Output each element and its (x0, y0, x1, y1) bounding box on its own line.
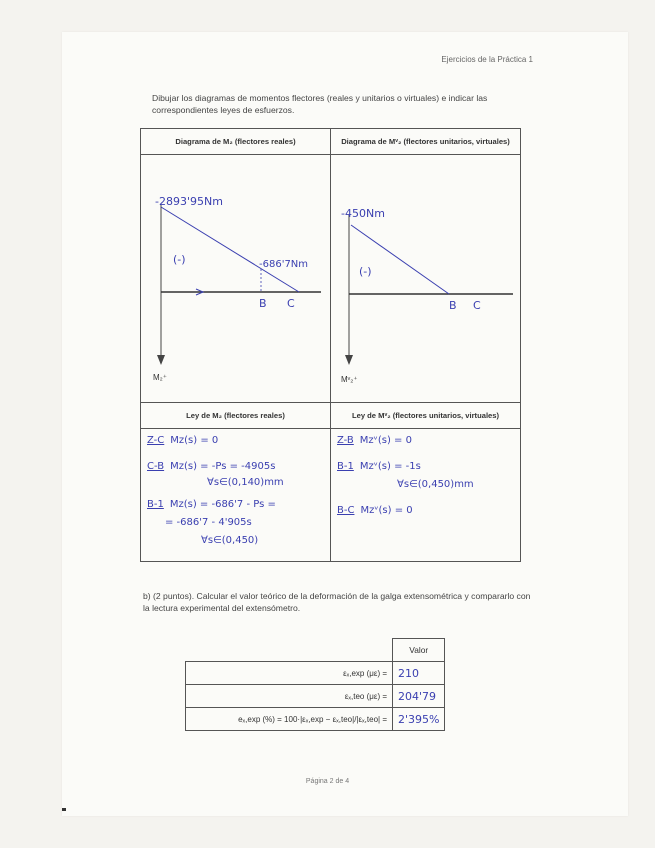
sign-label: (-) (359, 265, 372, 278)
law-real-cell (141, 429, 331, 562)
col-header-real: Diagrama de M₂ (flectores reales) (175, 137, 296, 146)
law-line: ∀s∈(0,450) (201, 535, 259, 546)
scan-mark (62, 808, 66, 811)
running-title: Ejercicios de la Práctica 1 (441, 55, 533, 64)
table-row (186, 708, 445, 731)
sign-label: (-) (173, 253, 186, 266)
row-label: εₓ,teo (με) = (186, 685, 393, 708)
law-virtual-cell (331, 429, 521, 562)
diagram-virtual-cell (331, 155, 521, 403)
row-value: 2'395% (393, 708, 445, 731)
page-footer: Página 2 de 4 (305, 778, 350, 785)
law-line: B-1 Mzᵛ(s) = -1s (337, 461, 421, 472)
law-line: Z-C Mz(s) = 0 (147, 435, 219, 446)
axis-label: Mᵛ₂⁺ (341, 375, 358, 384)
law-line: Z-B Mzᵛ(s) = 0 (337, 435, 412, 446)
point-c-label: C (473, 299, 481, 312)
law-line: B-1 Mz(s) = -686'7 - Ps = (147, 499, 276, 510)
diagram-real (141, 155, 330, 397)
diagram-table (140, 128, 521, 562)
law-line: ∀s∈(0,450)mm (397, 479, 474, 490)
table-row (186, 662, 445, 685)
row-label: εₓ,exp (με) = (186, 662, 393, 685)
values-table (185, 638, 445, 731)
row-label: eₓ,exp (%) = 100·|εₓ,exp − εₓ,teo|/|εₓ,teo| = (186, 708, 393, 731)
law-line: B-C Mzᵛ(s) = 0 (337, 505, 413, 516)
col-header-law-real: Ley de M₂ (flectores reales) (186, 411, 285, 420)
diagram-virtual (331, 155, 520, 397)
section-b-text: b) (2 puntos). Calcular el valor teórico de la deformación de la galga extensométrica y compararlo con la lectura experimental del extensómetro. (143, 591, 531, 613)
axis-label: M₂⁺ (153, 373, 167, 382)
values-header: Valor (393, 639, 445, 662)
table-row (186, 685, 445, 708)
intro-text: Dibujar los diagramas de momentos flectores (reales y unitarios o virtuales) e indicar las correspondientes leyes de esfuerzos. (152, 93, 488, 115)
law-line: C-B Mz(s) = -Ps = -4905s (147, 461, 276, 472)
row-value: 204'79 (393, 685, 445, 708)
moment-value-top: -2893'95Nm (155, 195, 223, 208)
point-c-label: C (287, 297, 295, 310)
col-header-law-virtual: Ley de Mᵛ₂ (flectores unitarios, virtuales) (351, 411, 500, 420)
col-header-virtual: Diagrama de Mᵛ₂ (flectores unitarios, virtuales) (341, 137, 510, 146)
point-b-label: B (259, 297, 267, 310)
law-line: ∀s∈(0,140)mm (207, 477, 284, 488)
diagram-real-cell (141, 155, 331, 403)
moment-value-top: -450Nm (341, 207, 385, 220)
law-line: = -686'7 - 4'905s (165, 517, 252, 528)
moment-value-mid: -686'7Nm (259, 259, 309, 270)
row-value: 210 (393, 662, 445, 685)
point-b-label: B (449, 299, 457, 312)
